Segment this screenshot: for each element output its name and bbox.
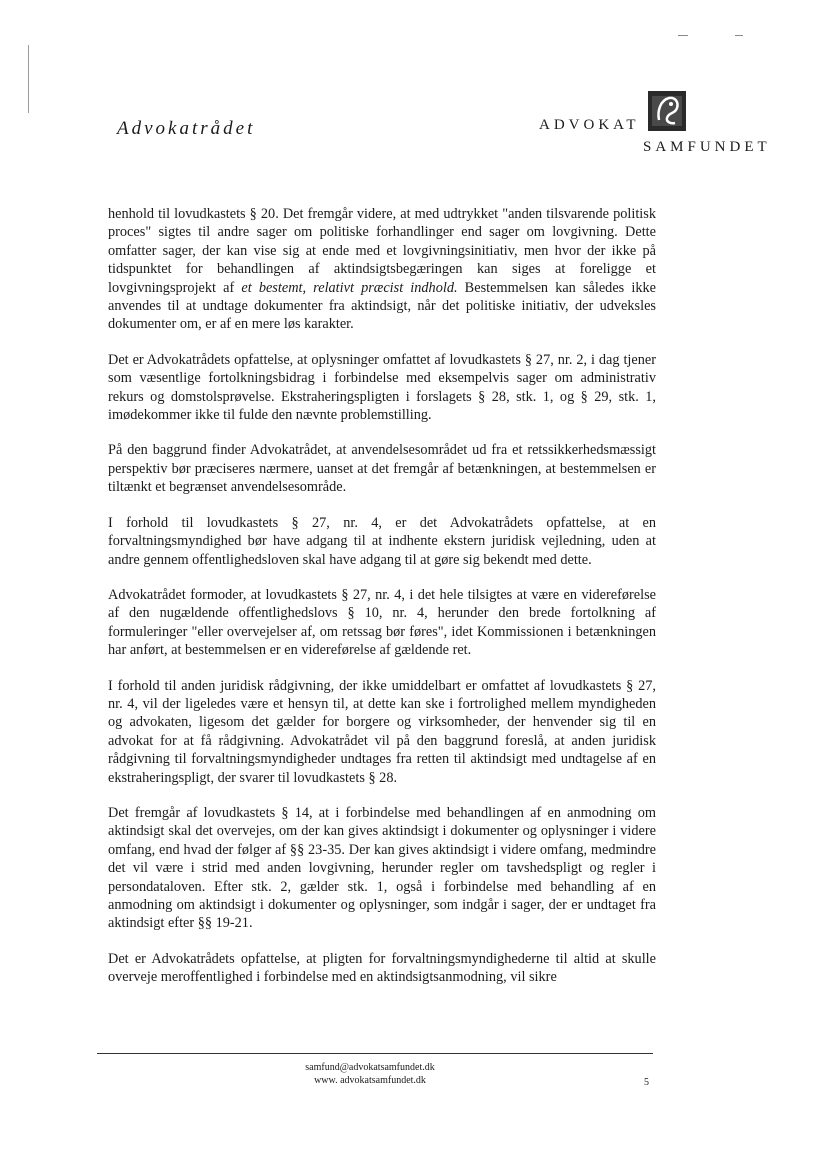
body-paragraph: Det fremgår af lovudkastets § 14, at i forbindelse med behandlingen af en anmodning om aktindsigt skal det overvejes, om der kan gives aktindsigt i dokumenter og oplysninger i videre omfang, end hvad der følger af §§ 23-35. Der kan gives aktindsigt i videre omfang, medmindre det vil være i strid med anden lovgivning, herunder regler om tavshedspligt og regler i persondataloven. Efter stk. 2, gælder stk. 1, også i forbindelse med behandling af en anmodning om aktindsigt i dokumenter og oplysninger, som indgår i sager, der er undtaget fra aktindsigt efter §§ 19-21. [108,804,656,932]
organization-heading: Advokatrådet [117,118,256,139]
scan-artifact-left-edge [28,45,29,113]
footer-divider [97,1053,653,1054]
body-paragraph: Advokatrådet formoder, at lovudkastets § 27, nr. 4, i det hele tilsigtes at være en videreførelse af den nugældende offentlighedslovs § 10, nr. 4, herunder den brede fortolkning af formuleringer "eller overvejelser af, om retssag bør føres", idet Kommissionen i betænkningen har anført, at bestemmelsen er en videreførelse af gældende ret. [108,586,656,659]
footer-email: samfund@advokatsamfundet.dk [305,1062,435,1073]
footer-website: www. advokatsamfundet.dk [314,1075,426,1086]
letter-body [108,205,656,1004]
body-paragraph: I forhold til lovudkastets § 27, nr. 4, er det Advokatrådets opfattelse, at en forvaltningsmyndighed bør have adgang til at indhente ekstern juridisk vejledning, uden at andre gennem offentlighedsloven skal have adgang til at gøre sig bekendt med dette. [108,514,656,568]
scan-artifact-top-right-dash [735,35,743,36]
body-paragraph: På den baggrund finder Advokatrådet, at anvendelsesområdet ud fra et retssikkerhedsmæssigt perspektiv bør præciseres nærmere, uanset at det fremgår af betænkningen, at bestemmelsen er tiltænkt et begrænset anvendelsesområde. [108,442,656,496]
body-paragraph: henhold til lovudkastets § 20. Det fremgår videre, at med udtrykket "anden tilsvarende politisk proces" sigtes til andre sager om politiske forhandlinger end sager om lovgivning. Dette omfatter sager, der kan vise sig at ende med et lovgivningsinitiativ, men hvor der ikke på tidspunktet for behandlingen af aktindsigtsbegæringen kan siges at foreligge et lovgivningsprojekt af et bestemt, relativt præcist indhold. Bestemmelsen kan således ikke anvendes til at undtage dokumenter fra aktindsigt, når det politiske initiativ, der udveksles dokumenter om, er af en mere løs karakter. [108,206,656,333]
scan-artifact-top-right-dash [678,35,688,36]
logo-text-samfundet: SAMFUNDET [643,139,771,155]
body-paragraph: Det er Advokatrådets opfattelse, at pligten for forvaltningsmyndighederne til altid at skulle overveje meroffentlighed i forbindelse med en aktindsigtsanmodning, vil sikre [108,950,656,986]
emphasis-text: et bestemt, relativt præcist indhold. [241,279,458,296]
page-number: 5 [644,1077,649,1088]
body-paragraph: I forhold til anden juridisk rådgivning, der ikke umiddelbart er omfattet af lovudkastets § 27, nr. 4, vil der ligeledes være et hensyn til, at dette kan ske i fortrolighed mellem myndigheden og advokaten, ligesom det gælder for borgere og virksomheder, der henvender sig til en advokat for at få rådgivning. Advokatrådet vil på den baggrund foreslå, at anden juridisk rådgivning til forvaltningsmyndigheder undtages fra retten til aktindsigt med undtagelse af en ekstraheringspligt, der svarer til lovudkastets § 28. [108,677,656,786]
body-paragraph: Det er Advokatrådets opfattelse, at oplysninger omfattet af lovudkastets § 27, nr. 2, i dag tjener som væsentlige fortolkningsbidrag i forbindelse med eksempelvis sager om administrativ rekurs og domstolsprøvelse. Ekstraheringspligten i forslagets § 28, stk. 1, og § 29, stk. 1, imødekommer ikke til fulde den nævnte problemstilling. [108,351,656,424]
logo-text-advokat: ADVOKAT [539,117,640,133]
advokatsamfundet-emblem-icon [647,90,687,132]
